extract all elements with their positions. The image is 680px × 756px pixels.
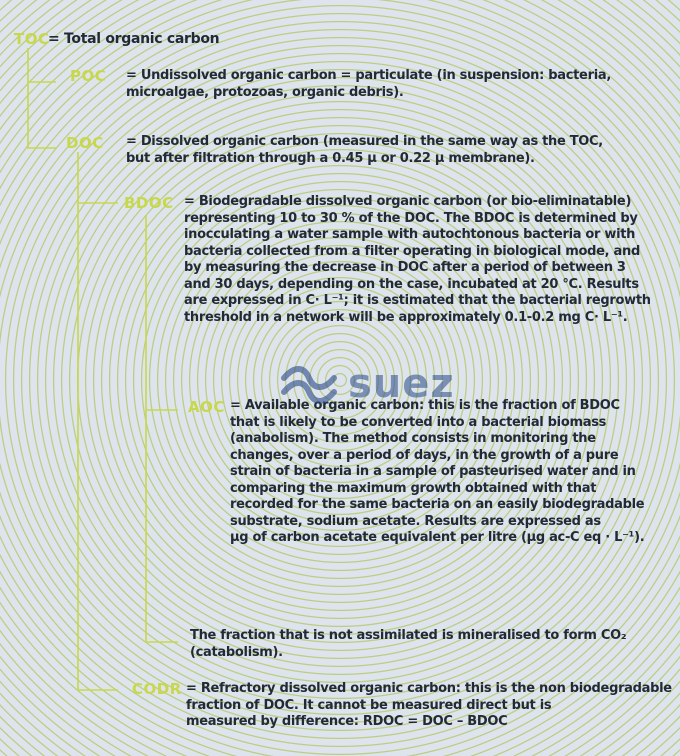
doc-description: = Dissolved organic carbon (measured in the same way as the TOC, but after filtration through a 0.45 µ or 0.22 µ membrane). — [126, 134, 603, 166]
poc-label: POC — [70, 67, 107, 85]
suez-wave-icon — [280, 364, 338, 404]
toc-description: = Total organic carbon — [48, 31, 220, 47]
bdoc-label: BDOC — [124, 194, 174, 212]
connector-bdoc-mineral — [146, 215, 178, 642]
connector-doc-codr — [78, 152, 118, 690]
doc-label: DOC — [66, 134, 104, 152]
rdoc-description: = Refractory dissolved organic carbon: this is the non biodegradable fraction of DOC. It cannot be measured direct but is measured by difference: RDOC = DOC – BDOC — [186, 681, 672, 729]
suez-logo-text: suez — [348, 361, 455, 407]
aoc-label: AOC — [188, 398, 225, 416]
rdoc-label: CODR — [132, 680, 182, 698]
bdoc-description: = Biodegradable dissolved organic carbon (or bio-eliminatable) representing 10 to 30 % of the DOC. The BDOC is determined by inocculating a water sample with autochtonous bacteria or with bacteria collected from a filter operating in biological mode, and by measuring the decrease in DOC after a period of between 3 and 30 days, depending on the case, incubated at 20 °C. Results are expressed in C· L⁻¹; it is estimated that the bacterial regrowth threshold in a network will be approximately 0.1-0.2 mg C· L⁻¹. — [184, 194, 651, 325]
connector-toc-doc — [28, 48, 56, 148]
toc-label: TOC — [14, 30, 50, 48]
suez-watermark — [280, 354, 510, 414]
poc-description: = Undissolved organic carbon = particulate (in suspension: bacteria, microalgae, protozoas, organic debris). — [126, 68, 611, 100]
mineralisation-note: The fraction that is not assimilated is mineralised to form CO₂ (catabolism). — [190, 628, 627, 660]
aoc-description: = Available organic carbon: this is the fraction of BDOC that is likely to be converted into a bacterial biomass (anabolism). The method consists in monitoring the changes, over a period of days, in the growth of a pure strain of bacteria in a sample of pasteurised water and in comparing the maximum growth obtained with that recorded for the same bacteria on an easily biodegradable substrate, sodium acetate. Results are expressed as µg of carbon acetate equivalent per litre (µg ac-C eq · L⁻¹). — [230, 398, 645, 545]
